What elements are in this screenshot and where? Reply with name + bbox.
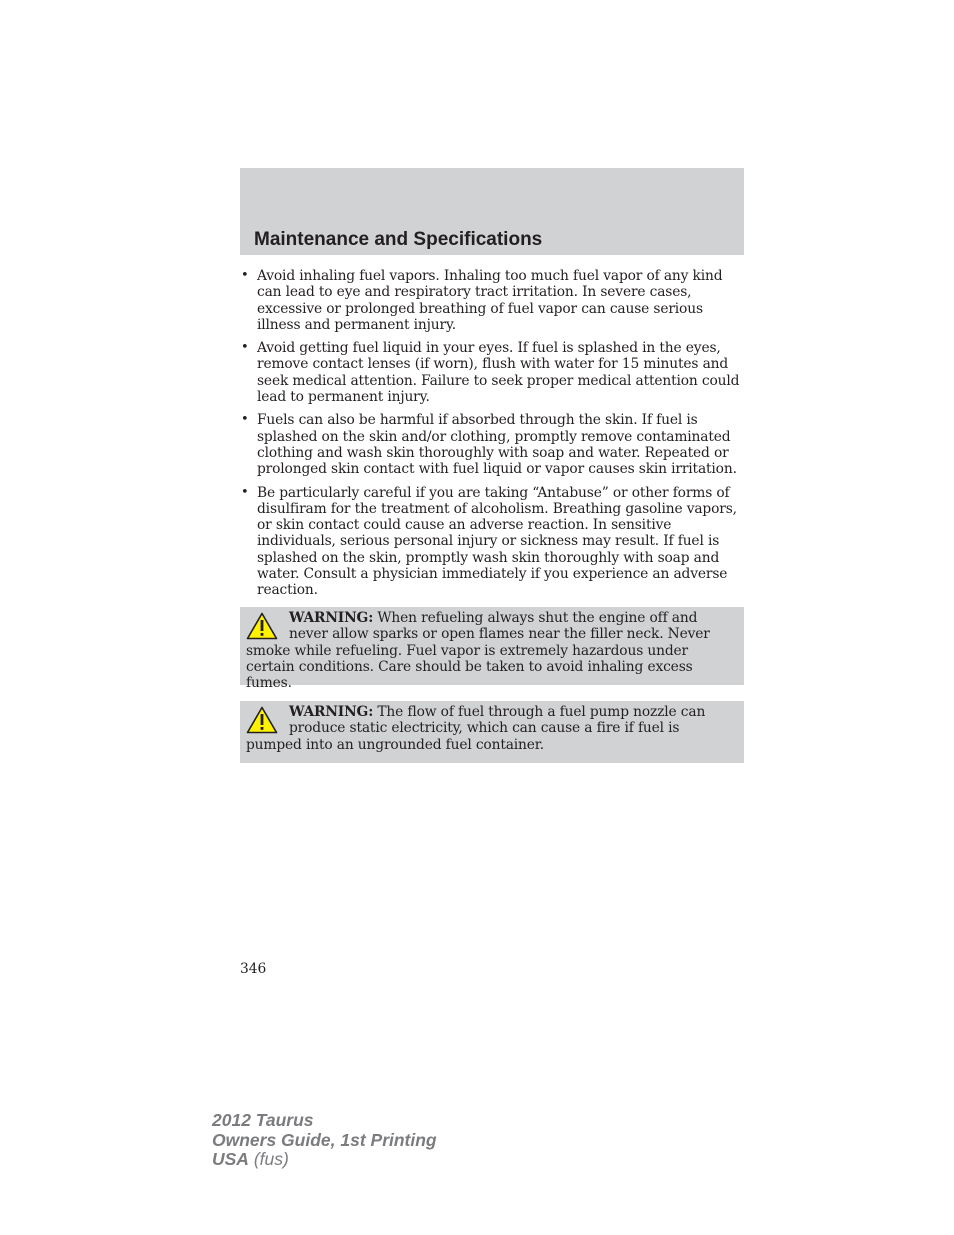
- bullet-icon: •: [241, 412, 249, 428]
- warning-triangle-icon: [246, 612, 278, 640]
- warning-label: WARNING:: [289, 704, 374, 720]
- footer-region-main: USA: [212, 1149, 249, 1169]
- footer-edition: Owners Guide, 1st Printing: [212, 1129, 437, 1150]
- list-item: [240, 412, 744, 477]
- bullet-icon: •: [241, 268, 249, 283]
- warning-label: WARNING:: [289, 610, 374, 626]
- bullet-icon: •: [241, 484, 249, 500]
- bullet-text: Be particularly careful if you are taking “Antabuse” or other forms of disulfiram for the treatment of alcoholism. Breathing gasoline vapors, or skin contact could cause an adverse reaction. In sensitive individuals, serious personal injury or sickness may result. If fuel is splashed on the skin, promptly wash skin thoroughly with soap and water. Consult a physician immediately if you experience an adverse reaction.: [257, 484, 737, 599]
- warning-box: [240, 607, 744, 692]
- section-header-band: [240, 168, 744, 255]
- page-number: 346: [240, 961, 267, 977]
- bullet-text: Avoid inhaling fuel vapors. Inhaling too much fuel vapor of any kind can lead to eye and respiratory tract irritation. In severe cases, excessive or prolonged breathing of fuel vapor can cause serious illness and permanent injury.: [257, 268, 723, 333]
- warning-box: [240, 701, 744, 763]
- bullet-text: Avoid getting fuel liquid in your eyes. If fuel is splashed in the eyes, remove contact lenses (if worn), flush with water for 15 minutes and seek medical attention. Failure to seek proper medical attention could lead to permanent injury.: [257, 340, 740, 406]
- list-item: [240, 268, 744, 333]
- document-footer: [212, 1111, 437, 1170]
- footer-model: 2012 Taurus: [212, 1110, 314, 1130]
- bullet-list: [240, 268, 744, 606]
- list-item: [240, 485, 744, 599]
- warning-text: The flow of fuel through a fuel pump nozzle can produce static electricity, which can cause a fire if fuel is pumped into an ungrounded fuel container.: [246, 704, 706, 753]
- bullet-icon: •: [241, 340, 249, 356]
- footer-region: [212, 1150, 437, 1170]
- bullet-text: Fuels can also be harmful if absorbed through the skin. If fuel is splashed on the skin and/or clothing, promptly remove contaminated clothing and wash skin thoroughly with soap and water. Repeated or prolonged skin contact with fuel liquid or vapor causes skin irritation.: [257, 412, 737, 478]
- footer-region-suffix: (fus): [248, 1149, 289, 1169]
- warning-text: When refueling always shut the engine off and never allow sparks or open flames near the filler neck. Never smoke while refueling. Fuel vapor is extremely hazardous under certain conditions. Care should be taken to avoid inhaling excess fumes.: [246, 610, 710, 692]
- section-title: Maintenance and Specifications: [254, 229, 543, 250]
- list-item: [240, 340, 744, 405]
- warning-triangle-icon: [246, 706, 278, 734]
